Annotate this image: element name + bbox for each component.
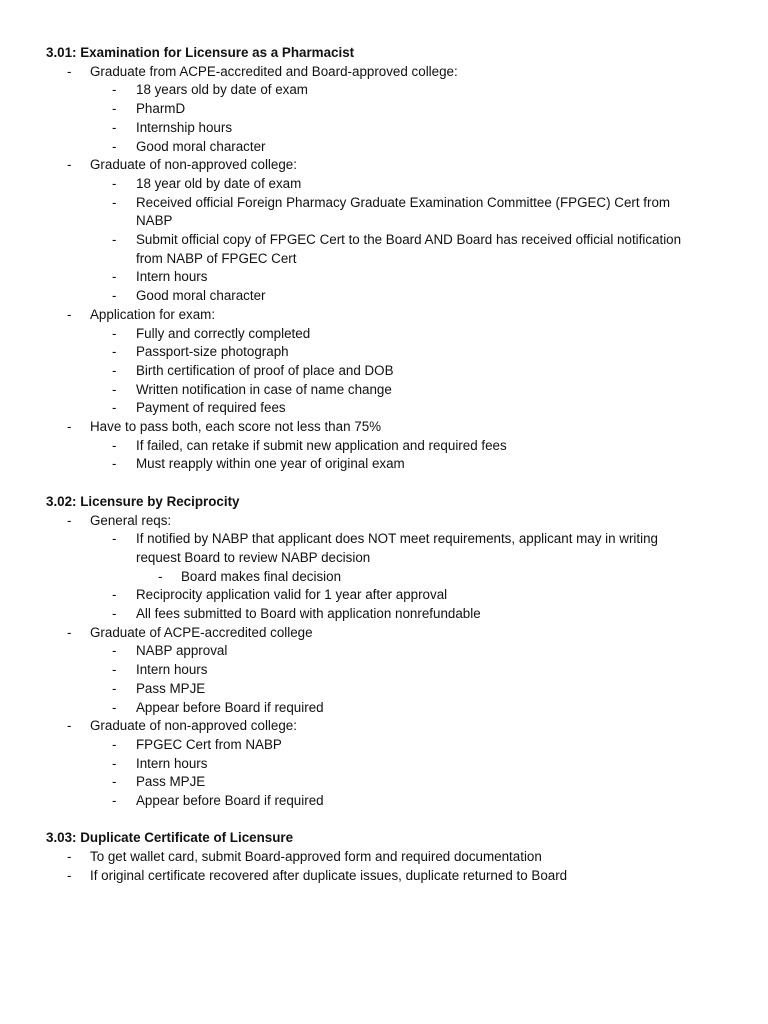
dash-bullet-icon: - [112,774,117,790]
list-item-text: Fully and correctly completed [136,325,311,341]
list-item [0,231,768,268]
list-item [0,100,768,119]
dash-bullet-icon: - [67,867,72,883]
list-item-text: Submit official copy of FPGEC Cert to the Board AND Board has received official notification from NABP of FPGEC Cert [136,232,682,266]
bullet-list-level-1 [0,512,768,811]
list-item-text: Appear before Board if required [136,699,324,715]
list-item [0,175,768,194]
list-item-text: If notified by NABP that applicant does NOT meet requirements, applicant may in writing request Board to review NABP decision [136,531,658,565]
list-item [0,268,768,287]
bullet-list-level-2 [0,81,768,156]
list-item [0,119,768,138]
dash-bullet-icon: - [112,344,117,360]
list-item-text: If original certificate recovered after duplicate issues, duplicate returned to Board [90,867,568,883]
dash-bullet-icon: - [112,175,117,191]
list-item [0,306,768,418]
list-item [0,773,768,792]
dash-bullet-icon: - [112,400,117,416]
list-item [0,287,768,306]
list-item [0,437,768,456]
dash-bullet-icon: - [112,194,117,210]
list-item [0,381,768,400]
list-item-text: To get wallet card, submit Board-approved form and required documentation [90,849,542,865]
document-section [0,44,768,474]
list-item-text: Board makes final decision [181,568,342,584]
dash-bullet-icon: - [112,232,117,248]
list-item [0,362,768,381]
list-item-text: Birth certification of proof of place and DOB [136,362,394,378]
list-item [0,624,768,718]
list-item [0,530,768,586]
dash-bullet-icon: - [112,587,117,603]
list-item-text: 18 year old by date of exam [136,175,302,191]
dash-bullet-icon: - [112,606,117,622]
list-item-text: If failed, can retake if submit new application and required fees [136,437,507,453]
dash-bullet-icon: - [112,138,117,154]
list-item-text: FPGEC Cert from NABP [136,736,282,752]
bullet-list-level-1 [0,848,768,885]
list-item [0,699,768,718]
dash-bullet-icon: - [112,119,117,135]
list-item [0,455,768,474]
list-item-text: Pass MPJE [136,680,206,696]
section-heading: 3.03: Duplicate Certificate of Licensure [46,830,294,846]
list-item-text: Must reapply within one year of original exam [136,456,405,472]
list-item [0,792,768,811]
dash-bullet-icon: - [112,531,117,547]
list-item-text: Intern hours [136,755,208,771]
list-item-text: Received official Foreign Pharmacy Graduate Examination Committee (FPGEC) Cert from NABP [136,194,671,229]
list-item-text: Passport-size photograph [136,344,289,360]
list-item-text: Written notification in case of name change [136,381,392,397]
dash-bullet-icon: - [67,624,72,640]
dash-bullet-icon: - [112,662,117,678]
dash-bullet-icon: - [67,419,72,435]
list-item-text: Application for exam: [90,306,216,322]
dash-bullet-icon: - [112,793,117,809]
dash-bullet-icon: - [158,568,163,584]
list-item [0,81,768,100]
dash-bullet-icon: - [112,456,117,472]
list-item-text: Reciprocity application valid for 1 year after approval [136,587,448,603]
list-item-text: Good moral character [136,288,266,304]
bullet-list-level-2 [0,642,768,717]
list-item-text: All fees submitted to Board with application nonrefundable [136,606,481,622]
list-item [0,755,768,774]
list-item-text: Have to pass both, each score not less than 75% [90,419,382,435]
list-item [0,736,768,755]
list-item [0,661,768,680]
document-section [0,493,768,811]
list-item [0,325,768,344]
document-section [0,829,768,885]
list-item-text: 18 years old by date of exam [136,82,308,98]
list-item-text: Intern hours [136,662,208,678]
dash-bullet-icon: - [112,643,117,659]
bullet-list-level-2 [0,437,768,474]
list-item [0,568,768,587]
list-item [0,717,768,811]
list-item [0,194,768,231]
list-item-text: Payment of required fees [136,400,286,416]
list-item-text: Graduate of non-approved college: [90,157,297,173]
list-item [0,343,768,362]
bullet-list-level-3 [0,568,768,587]
dash-bullet-icon: - [67,718,72,734]
list-item [0,156,768,306]
dash-bullet-icon: - [67,63,72,79]
dash-bullet-icon: - [112,755,117,771]
list-item-text: Graduate of non-approved college: [90,718,297,734]
dash-bullet-icon: - [112,381,117,397]
bullet-list-level-2 [0,530,768,624]
list-item-text: Intern hours [136,269,208,285]
list-item [0,848,768,867]
list-item-text: Pass MPJE [136,774,206,790]
dash-bullet-icon: - [112,736,117,752]
bullet-list-level-2 [0,325,768,419]
dash-bullet-icon: - [67,157,72,173]
dash-bullet-icon: - [112,288,117,304]
dash-bullet-icon: - [67,512,72,528]
list-item-text: Graduate from ACPE-accredited and Board-approved college: [90,63,458,79]
dash-bullet-icon: - [112,325,117,341]
list-item-text: General reqs: [90,512,172,528]
list-item [0,512,768,624]
list-item-text: NABP approval [136,643,228,659]
list-item-text: PharmD [136,101,186,117]
dash-bullet-icon: - [112,101,117,117]
list-item [0,138,768,157]
list-item [0,605,768,624]
dash-bullet-icon: - [112,680,117,696]
dash-bullet-icon: - [112,437,117,453]
list-item-text: Internship hours [136,119,233,135]
bullet-list-level-1 [0,63,768,474]
list-item [0,63,768,157]
dash-bullet-icon: - [112,269,117,285]
list-item [0,642,768,661]
bullet-list-level-2 [0,175,768,306]
list-item [0,586,768,605]
section-heading: 3.02: Licensure by Reciprocity [46,493,240,509]
list-item [0,399,768,418]
list-item-text: Graduate of ACPE-accredited college [90,624,313,640]
section-heading: 3.01: Examination for Licensure as a Pharmacist [46,45,355,60]
dash-bullet-icon: - [112,362,117,378]
dash-bullet-icon: - [67,849,72,865]
bullet-list-level-2 [0,736,768,811]
list-item-text: Appear before Board if required [136,793,324,809]
dash-bullet-icon: - [112,82,117,98]
list-item [0,680,768,699]
dash-bullet-icon: - [112,699,117,715]
dash-bullet-icon: - [67,306,72,322]
list-item [0,867,768,886]
list-item [0,418,768,474]
list-item-text: Good moral character [136,138,266,154]
document-body [0,44,768,886]
